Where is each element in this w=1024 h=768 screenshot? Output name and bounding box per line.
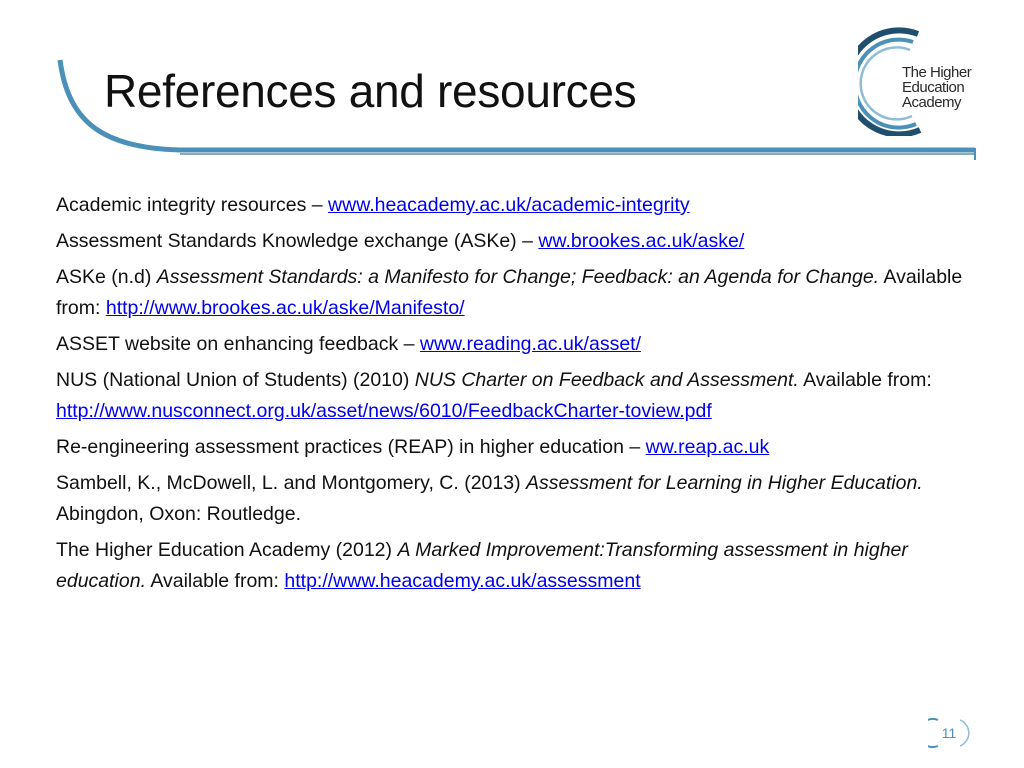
reference-text: The Higher Education Academy (2012) (56, 539, 398, 561)
slide-title: References and resources (104, 65, 637, 117)
page-number: 11 (941, 725, 957, 741)
reference-item (56, 535, 986, 597)
reference-item (56, 262, 986, 324)
reference-link[interactable]: http://www.nusconnect.org.uk/asset/news/6010/FeedbackCharter-toview.pdf (56, 400, 712, 422)
reference-link[interactable]: www.heacademy.ac.uk/academic-integrity (328, 194, 690, 216)
reference-link[interactable]: ww.brookes.ac.uk/aske/ (538, 230, 745, 252)
reference-title: Assessment for Learning in Higher Education. (526, 472, 923, 494)
reference-link[interactable]: http://www.brookes.ac.uk/aske/Manifesto/ (105, 297, 465, 319)
reference-item (56, 468, 986, 530)
reference-title: A Marked Improvement:Transforming assessment in higher education. (56, 539, 908, 592)
reference-text: ASKe (n.d) (56, 266, 157, 288)
reference-text: Academic integrity resources – (56, 194, 329, 216)
reference-link[interactable]: www.reading.ac.uk/asset/ (419, 333, 641, 355)
logo-line-3: Academy (902, 94, 962, 111)
reference-text: Available from: (56, 266, 963, 319)
reference-text: Available from: (798, 369, 932, 391)
reference-title: Assessment Standards: a Manifesto for Change; Feedback: an Agenda for Change. (156, 266, 880, 288)
reference-text: Re-engineering assessment practices (REAP) in higher education – (56, 436, 646, 458)
reference-item (56, 190, 986, 221)
references-list (56, 190, 986, 602)
reference-text: Assessment Standards Knowledge exchange (ASKe) – (56, 230, 539, 252)
logo-line-1: The Higher (902, 64, 972, 81)
hea-logo-text (902, 65, 971, 110)
reference-text: Available from: (146, 570, 285, 592)
reference-title: NUS Charter on Feedback and Assessment. (414, 369, 799, 391)
reference-text: Abingdon, Oxon: Routledge. (56, 503, 302, 525)
reference-text: Sambell, K., McDowell, L. and Montgomery, C. (2013) (56, 472, 526, 494)
reference-item (56, 365, 986, 427)
reference-item (56, 432, 986, 463)
reference-item (56, 226, 986, 257)
reference-text: NUS (National Union of Students) (2010) (56, 369, 415, 391)
reference-link[interactable]: ww.reap.ac.uk (645, 436, 770, 458)
reference-item (56, 329, 986, 360)
reference-text: ASSET website on enhancing feedback – (56, 333, 420, 355)
reference-link[interactable]: http://www.heacademy.ac.uk/assessment (284, 570, 641, 592)
logo-line-2: Education (902, 79, 965, 96)
